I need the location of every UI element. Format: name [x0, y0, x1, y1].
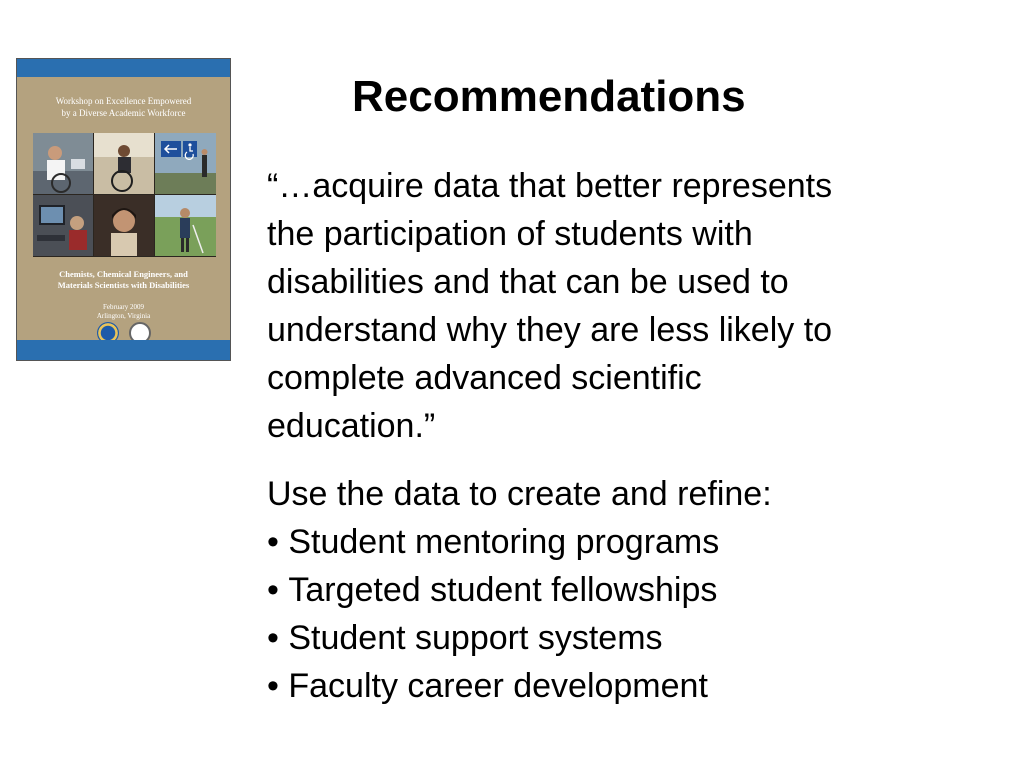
cover-photo-accessible-sign — [155, 133, 216, 194]
list-item: • Student support systems — [267, 614, 967, 662]
list-item: • Targeted student fellowships — [267, 566, 967, 614]
cover-bottom-band — [17, 340, 230, 360]
cover-photo-lab-worker — [33, 133, 93, 194]
recommendation-quote: “…acquire data that better represents the participation of students with disabilities and that can be used to understand why they are less likely to complete advanced scientific education.” — [267, 167, 833, 445]
cover-photo-computer-user — [33, 195, 93, 256]
list-item: • Faculty career development — [267, 662, 967, 710]
cover-photo-student-portrait — [94, 195, 154, 256]
cover-photo-wheelchair-student — [94, 133, 154, 194]
cover-top-band — [17, 59, 230, 77]
cover-date-location: February 2009 Arlington, Virginia — [96, 303, 151, 320]
slide-body — [267, 162, 967, 710]
cover-photo-walking-person — [155, 195, 216, 256]
report-cover-image — [16, 58, 231, 361]
list-item: • Student mentoring programs — [267, 518, 967, 566]
cover-photo-collage — [33, 133, 216, 257]
slide-title: Recommendations — [352, 72, 746, 121]
bullets-intro: Use the data to create and refine: — [267, 475, 772, 513]
cover-subtitle: Chemists, Chemical Engineers, and Materials Scientists with Disabilities — [57, 269, 190, 290]
cover-title: Workshop on Excellence Empowered by a Diverse Academic Workforce — [55, 96, 192, 118]
recommendation-list — [267, 518, 967, 710]
